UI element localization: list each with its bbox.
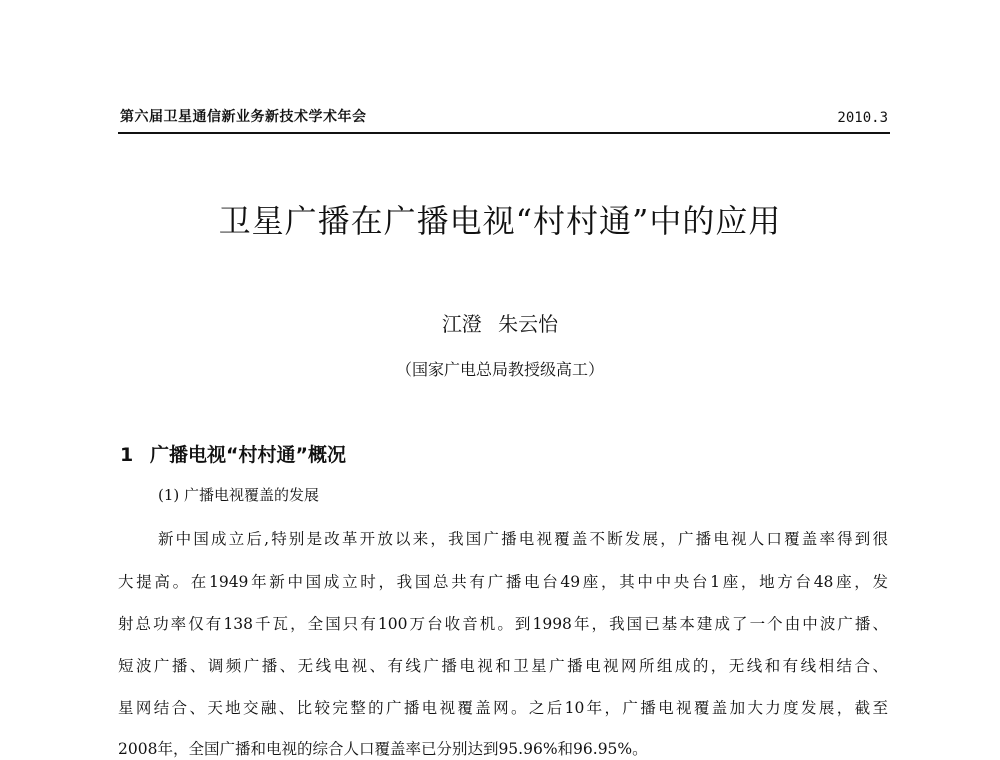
- authors: 江澄 朱云怡: [441, 312, 559, 336]
- subsection-heading: (1) 广播电视覆盖的发展: [158, 486, 320, 504]
- paragraph-line: 新中国成立后,特别是改革开放以来，我国广播电视覆盖不断发展，广播电视人口覆盖率得到很: [158, 530, 888, 548]
- affiliation: （国家广电总局教授级高工）: [395, 360, 604, 379]
- section-heading: [120, 440, 346, 467]
- paragraph-line: 星网结合、天地交融、比较完整的广播电视覆盖网。之后10年，广播电视覆盖加大力度发展，截至: [118, 699, 888, 717]
- paragraph-line: 短波广播、调频广播、无线电视、有线广播电视和卫星广播电视网所组成的，无线和有线相结合、: [118, 657, 888, 675]
- header-rule: [118, 132, 890, 134]
- paragraph-line: 射总功率仅有138千瓦，全国只有100万台收音机。到1998年，我国已基本建成了一个由中波广播、: [118, 615, 888, 633]
- publication-date: 2010.3: [837, 110, 888, 126]
- paragraph-line: 大提高。在1949年新中国成立时，我国总共有广播电台49座，其中中央台1座，地方台48座，发: [118, 573, 888, 591]
- conference-name: 第六届卫星通信新业务新技术学术年会: [120, 109, 367, 125]
- section-title: 广播电视“村村通”概况: [150, 444, 346, 466]
- paper-title: 卫星广播在广播电视“村村通”中的应用: [218, 202, 782, 240]
- paragraph-line: 2008年，全国广播和电视的综合人口覆盖率已分别达到95.96%和96.95%。: [118, 740, 648, 758]
- section-number: 1: [120, 444, 134, 466]
